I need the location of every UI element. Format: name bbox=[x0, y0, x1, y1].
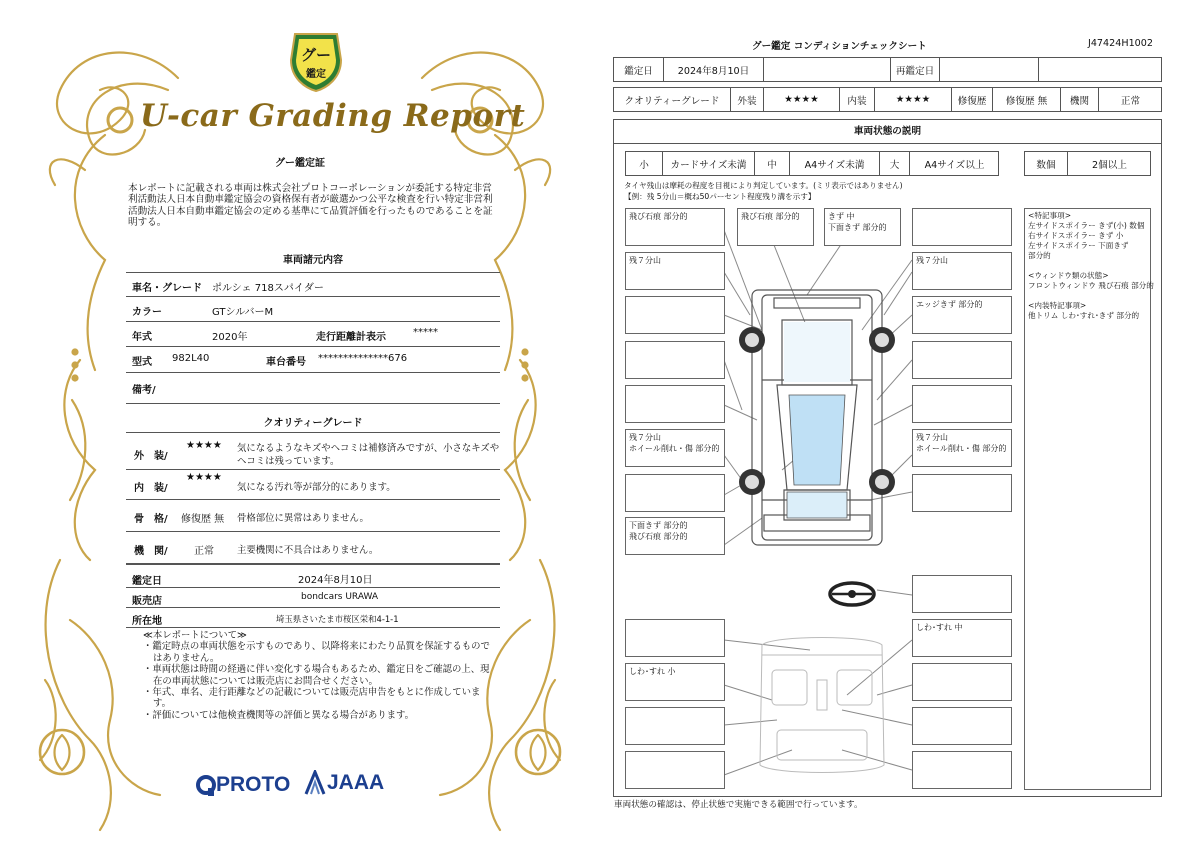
label-box-empty bbox=[912, 575, 1012, 613]
spec-row-year bbox=[126, 322, 500, 347]
special-note-line bbox=[1028, 261, 1147, 271]
label-box bbox=[625, 429, 725, 467]
spec-row-name bbox=[126, 272, 500, 297]
date-blank-cell bbox=[763, 58, 890, 81]
label-box-empty bbox=[625, 385, 725, 423]
size-large: 大 bbox=[879, 152, 909, 175]
quality-heading: クオリティーグレード bbox=[263, 418, 363, 429]
date-row bbox=[613, 57, 1162, 82]
spec-row-color bbox=[126, 297, 500, 322]
frame-text: 骨格部位に異常はありません。 bbox=[237, 513, 369, 524]
label-box-empty bbox=[912, 751, 1012, 789]
engine-value-right: 正常 bbox=[1098, 88, 1162, 111]
spec-year-value: 2020年 bbox=[212, 332, 248, 343]
size-mid-desc: A4サイズ未満 bbox=[789, 152, 879, 175]
spec-color-value: GTシルバーM bbox=[212, 307, 274, 318]
label-box-empty bbox=[912, 385, 1012, 423]
special-note-line: フロントウィンドウ 飛び石痕 部分的 bbox=[1028, 281, 1154, 290]
note-item: ・年式、車名、走行距離などの記載については販売店申告をもとに作成しています。 bbox=[143, 687, 481, 710]
appraisal-date-row bbox=[126, 564, 500, 588]
repair-label: 修復歴 bbox=[951, 88, 992, 111]
label-box-empty bbox=[912, 208, 1012, 246]
note-item: ・鑑定時点の車両状態を示すものであり、以降将来にわたり品質を保証するものではありません。 bbox=[143, 641, 490, 664]
engine-label-right: 機関 bbox=[1060, 88, 1098, 111]
certificate-subtitle: グー鑑定証 bbox=[275, 158, 325, 169]
dealer-row bbox=[126, 588, 500, 608]
footer-note: 車両状態の確認は、停止状態で実施できる範囲で行っています。 bbox=[614, 800, 863, 810]
state-heading: 車両状態の説明 bbox=[614, 120, 1161, 144]
label-box-empty bbox=[912, 474, 1012, 512]
redate-value-cell bbox=[939, 58, 1038, 81]
spec-chassis-value: **************676 bbox=[318, 353, 408, 364]
sheet-title: グー鑑定 コンディションチェックシート bbox=[752, 41, 927, 52]
count-legend bbox=[1024, 151, 1151, 176]
interior-text: 気になる汚れ等が部分的にあります。 bbox=[237, 482, 396, 493]
label-box-empty bbox=[625, 296, 725, 334]
spec-model-value: 982L40 bbox=[172, 353, 210, 364]
label-box bbox=[625, 663, 725, 701]
size-small: 小 bbox=[639, 159, 649, 171]
redate-blank-cell bbox=[1038, 58, 1162, 81]
size-small-desc: カードサイズ未満 bbox=[662, 152, 754, 175]
label-text: ホイール削れ・傷 部分的 bbox=[629, 444, 720, 453]
special-note-line bbox=[1028, 291, 1147, 301]
label-text: 飛び石痕 部分的 bbox=[629, 532, 688, 541]
label-box bbox=[912, 252, 1012, 290]
label-text: 下面きず 部分的 bbox=[828, 223, 887, 232]
label-text: 飛び石痕 部分的 bbox=[629, 212, 688, 221]
quality-label: クオリティーグレード bbox=[624, 95, 720, 107]
ext-label: 外装 bbox=[730, 88, 763, 111]
special-note-line: 部分的 bbox=[1028, 251, 1051, 260]
label-box-empty bbox=[912, 663, 1012, 701]
special-note-line: <ウィンドウ類の状態> bbox=[1028, 271, 1109, 280]
size-legend bbox=[625, 151, 999, 176]
appraisal-date-value: 2024年8月10日 bbox=[298, 575, 373, 586]
quality-row-interior bbox=[126, 470, 500, 500]
note-item: ・車両状態は時間の経過に伴い変化する場合もあるため、鑑定日をご確認の上、現在の車両状態については販売店にお問合せください。 bbox=[143, 664, 490, 687]
notes-heading: ≪本レポートについて≫ bbox=[143, 630, 247, 641]
label-text: 下面きず 部分的 bbox=[629, 521, 688, 530]
dealer-label: 販売店 bbox=[132, 596, 162, 607]
spec-name-label: 車名・グレード bbox=[132, 283, 202, 294]
note-item: ・評価については他検査機関等の評価と異なる場合があります。 bbox=[143, 709, 414, 721]
date-label: 鑑定日 bbox=[624, 65, 653, 77]
special-note-line: 他トリム しわ･すれ･きず 部分的 bbox=[1028, 311, 1140, 320]
spec-color-label: カラー bbox=[132, 307, 162, 318]
interior-stars: ★★★★ bbox=[186, 472, 222, 483]
label-box-empty bbox=[625, 341, 725, 379]
dealer-value: bondcars URAWA bbox=[301, 592, 379, 602]
spec-chassis-label: 車台番号 bbox=[266, 357, 306, 368]
steering-wheel-icon bbox=[830, 583, 874, 605]
exterior-text-2: ヘコミは残っています。 bbox=[237, 456, 340, 467]
engine-label: 機 関/ bbox=[134, 546, 168, 557]
spec-mileage-value: ***** bbox=[413, 327, 438, 338]
label-text: エッジきず 部分的 bbox=[916, 300, 983, 309]
frame-value: 修復歴 無 bbox=[181, 514, 225, 525]
label-box bbox=[625, 252, 725, 290]
report-notes bbox=[143, 630, 493, 721]
jaaa-logo-icon bbox=[304, 770, 326, 796]
spec-row-remarks bbox=[126, 373, 500, 404]
special-note-line: <内装特記事項> bbox=[1028, 301, 1087, 310]
spec-model-label: 型式 bbox=[132, 357, 152, 368]
quality-row bbox=[613, 87, 1162, 112]
exterior-stars: ★★★★ bbox=[186, 440, 222, 451]
label-text: 残７分山 bbox=[916, 256, 948, 265]
proto-logo-icon bbox=[196, 774, 216, 798]
special-notes-box bbox=[1024, 208, 1154, 790]
special-note-line: <特記事項> bbox=[1028, 211, 1072, 220]
label-text: 残７分山 bbox=[629, 256, 661, 265]
label-box bbox=[824, 208, 901, 246]
spec-mileage-label: 走行距離計表示 bbox=[316, 332, 386, 343]
address-row bbox=[126, 608, 500, 628]
label-text: 残７分山 bbox=[916, 433, 948, 442]
date-value: 2024年8月10日 bbox=[663, 58, 763, 81]
specs-heading: 車両諸元内容 bbox=[283, 255, 343, 266]
goo-appraisal-badge bbox=[287, 30, 345, 92]
special-note-line: 左サイドスポイラー きず(小) 数個 bbox=[1028, 221, 1145, 230]
label-text: しわ･すれ 小 bbox=[629, 667, 676, 676]
label-box bbox=[912, 619, 1012, 657]
label-text: しわ･すれ 中 bbox=[916, 623, 963, 632]
size-large-desc: A4サイズ以上 bbox=[909, 152, 999, 175]
address-label: 所在地 bbox=[132, 616, 162, 627]
spec-year-label: 年式 bbox=[132, 332, 152, 343]
engine-value: 正常 bbox=[194, 546, 214, 557]
spec-name-value: ポルシェ 718スパイダー bbox=[212, 283, 324, 294]
redate-label: 再鑑定日 bbox=[890, 58, 939, 81]
label-box bbox=[912, 429, 1012, 467]
label-box bbox=[625, 208, 725, 246]
label-box-empty bbox=[912, 341, 1012, 379]
label-box-empty bbox=[912, 707, 1012, 745]
special-note-line: 左サイドスポイラー 下面きず bbox=[1028, 241, 1129, 250]
count-label: 数個 bbox=[1036, 159, 1056, 171]
quality-row-engine bbox=[126, 532, 500, 564]
label-box bbox=[625, 517, 725, 555]
spec-remarks-label: 備考/ bbox=[132, 385, 156, 396]
tire-note-1: タイヤ残山は摩耗の程度を目視により判定しています。(ミリ表示ではありません) bbox=[624, 181, 903, 190]
special-note-line: 右サイドスポイラー きず 小 bbox=[1028, 231, 1124, 240]
tire-note-2: 【例：残 5分山＝概ね50パーセント程度残り溝を示す】 bbox=[624, 192, 816, 201]
label-text: 残７分山 bbox=[629, 433, 661, 442]
label-text: ホイール削れ・傷 部分的 bbox=[916, 444, 1007, 453]
label-box-empty bbox=[625, 619, 725, 657]
badge-top-text: グー bbox=[300, 46, 332, 64]
int-label: 内装 bbox=[839, 88, 874, 111]
label-box-empty bbox=[625, 707, 725, 745]
sheet-id: J47424H1002 bbox=[1088, 38, 1153, 49]
label-box-empty bbox=[625, 474, 725, 512]
exterior-label: 外 装/ bbox=[134, 451, 168, 462]
certificate-intro: 本レポートに記載される車両は株式会社プロトコーポレーションが委託する特定非営利活動法人日本自動車鑑定協会の資格保有者が厳選かつ公平な検査を行い特定非営利活動法人日本自動車鑑定協会の定める基準にて品質評価を行ったものであることを証明する。 bbox=[128, 183, 493, 229]
ext-stars: ★★★★ bbox=[763, 88, 839, 111]
frame-label: 骨 格/ bbox=[134, 514, 168, 525]
label-box bbox=[912, 296, 1012, 334]
proto-logo: PROTO bbox=[216, 773, 291, 796]
int-stars: ★★★★ bbox=[874, 88, 951, 111]
label-box bbox=[737, 208, 814, 246]
jaaa-logo: JAAA bbox=[327, 771, 385, 794]
size-mid: 中 bbox=[754, 152, 789, 175]
address-value: 埼玉県さいたま市桜区栄和4-1-1 bbox=[276, 614, 399, 624]
report-title: U-car Grading Report bbox=[140, 98, 526, 134]
appraisal-date-label: 鑑定日 bbox=[132, 576, 162, 587]
interior-label: 内 装/ bbox=[134, 483, 168, 494]
label-text: 飛び石痕 部分的 bbox=[741, 212, 800, 221]
repair-value: 修復歴 無 bbox=[992, 88, 1060, 111]
engine-text: 主要機関に不具合はありません。 bbox=[237, 545, 379, 556]
label-text: きず 中 bbox=[828, 212, 855, 221]
label-box-empty bbox=[625, 751, 725, 789]
exterior-text-1: 気になるようなキズやヘコミは補修済みですが、小さなキズや bbox=[237, 443, 500, 454]
spec-row-model bbox=[126, 347, 500, 373]
quality-row-frame bbox=[126, 500, 500, 532]
count-value: 2個以上 bbox=[1067, 152, 1151, 175]
badge-bottom-text: 鑑定 bbox=[306, 69, 326, 80]
quality-row-exterior bbox=[126, 432, 500, 470]
